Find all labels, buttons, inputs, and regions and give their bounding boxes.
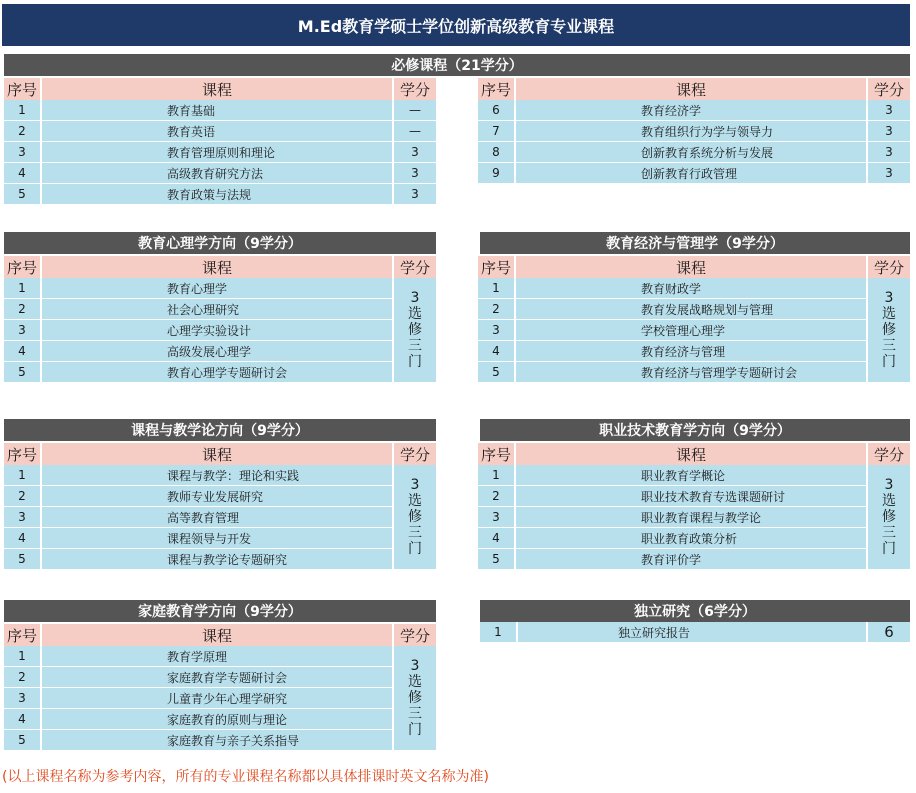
row-course: 高等教育管理 [167,510,240,525]
row-credit: 3 [868,100,910,120]
col-no-header: 序号 [478,256,514,278]
table-row [4,341,436,362]
row-no: 3 [4,142,40,162]
table-row [4,142,436,163]
table-row [4,688,436,709]
row-course: 职业教育课程与教学论 [641,510,762,525]
table-row [478,320,910,341]
row-no: 1 [4,465,40,485]
row-course: 教育组织行为学与领导力 [641,124,774,139]
row-course: 课程领导与开发 [167,531,252,546]
table-row [4,465,436,486]
row-course: 教育发展战略规划与管理 [641,302,774,317]
row-course: 教育学原理 [167,649,228,664]
table-row [478,100,910,121]
credit-note: 3 选 修 三 门 [394,278,436,382]
table-row [478,528,910,549]
table-row [4,667,436,688]
col-no-header: 序号 [4,443,40,465]
table-row [4,163,436,184]
row-no: 2 [4,299,40,319]
elective-table-economics [478,256,910,384]
row-course: 教育经济学 [641,103,702,118]
credit-note: 3 选 修 三 门 [868,465,910,569]
row-credit: 6 [868,622,910,642]
row-no: 4 [4,341,40,361]
row-credit: 3 [868,163,910,183]
row-no: 3 [4,320,40,340]
elective-header-vocational: 职业技术教育学方向（9学分） [480,419,910,441]
row-no: 1 [480,622,516,642]
table-row [478,486,910,507]
table-row [4,100,436,121]
row-course: 职业教育政策分析 [641,531,738,546]
table-row [478,507,910,528]
row-no: 5 [478,362,514,382]
table-row [478,142,910,163]
table-row [4,121,436,142]
table-row [478,121,910,142]
table-row [478,549,910,570]
col-course-header: 课程 [42,443,392,465]
row-course: 心理学实验设计 [167,323,252,338]
elective-header-economics: 教育经济与管理学（9学分） [480,232,910,254]
table-row [4,320,436,341]
row-no: 3 [4,507,40,527]
row-course: 家庭教育的原则与理论 [167,712,288,727]
row-no: 2 [478,299,514,319]
required-left-table [4,78,436,206]
elective-table-psychology [4,256,436,384]
col-course-header: 课程 [516,256,866,278]
row-no: 2 [4,121,40,141]
row-course: 教育心理学 [167,281,228,296]
required-section-header: 必修课程（21学分） [4,54,910,76]
row-no: 6 [478,100,514,120]
row-credit: 3 [394,163,436,183]
col-no-header: 序号 [478,443,514,465]
row-course: 教育英语 [167,124,216,139]
row-course: 课程与教学论专题研究 [167,552,288,567]
row-no: 2 [4,667,40,687]
row-course: 教育经济与管理 [641,344,726,359]
row-course: 儿童青少年心理学研究 [167,691,288,706]
row-course: 创新教育系统分析与发展 [641,145,774,160]
row-course: 学校管理心理学 [641,323,726,338]
row-no: 2 [478,486,514,506]
row-course: 教育财政学 [641,281,702,296]
row-no: 8 [478,142,514,162]
row-credit: — [394,121,436,141]
col-no-header: 序号 [4,78,40,100]
row-course: 家庭教育学专题研讨会 [167,670,288,685]
table-row [4,549,436,570]
col-credit-header: 学分 [868,78,910,100]
row-no: 5 [478,549,514,569]
col-credit-header: 学分 [394,624,436,646]
independent-table [480,622,910,644]
table-row [4,709,436,730]
col-credit-header: 学分 [394,443,436,465]
col-course-header: 课程 [516,78,866,100]
row-no: 4 [478,341,514,361]
table-row [4,486,436,507]
row-course: 高级发展心理学 [167,344,252,359]
credit-note: 3 选 修 三 门 [394,646,436,750]
table-row [4,278,436,299]
table-row [4,507,436,528]
table-row [480,622,910,643]
required-right-table [478,78,910,188]
page-title: M.Ed教育学硕士学位创新高级教育专业课程 [2,4,910,46]
row-course: 教育政策与法规 [167,187,252,202]
row-no: 4 [4,528,40,548]
table-row [4,646,436,667]
row-no: 1 [478,278,514,298]
row-no: 5 [4,730,40,750]
row-no: 1 [4,646,40,666]
table-row [478,278,910,299]
col-no-header: 序号 [4,624,40,646]
col-credit-header: 学分 [394,78,436,100]
row-course: 职业教育学概论 [641,468,726,483]
credit-note: 3 选 修 三 门 [394,465,436,569]
elective-table-vocational [478,443,910,571]
col-course-header: 课程 [516,443,866,465]
table-row [4,730,436,751]
row-no: 1 [4,278,40,298]
row-no: 4 [4,163,40,183]
col-no-header: 序号 [478,78,514,100]
col-course-header: 课程 [42,624,392,646]
table-row [478,299,910,320]
table-row [478,341,910,362]
row-course: 创新教育行政管理 [641,166,738,181]
row-no: 4 [4,709,40,729]
row-course: 高级教育研究方法 [167,166,264,181]
table-row [478,465,910,486]
table-row [478,163,910,184]
row-course: 职业技术教育专选课题研讨 [641,489,786,504]
elective-header-curriculum: 课程与教学论方向（9学分） [4,419,436,441]
row-no: 2 [4,486,40,506]
independent-header: 独立研究（6学分） [480,600,910,622]
row-no: 5 [4,549,40,569]
row-course: 教育评价学 [641,552,702,567]
table-row [4,528,436,549]
row-credit: 3 [394,142,436,162]
row-no: 9 [478,163,514,183]
row-course: 教育基础 [167,103,216,118]
row-no: 7 [478,121,514,141]
row-course: 课程与教学：理论和实践 [167,468,300,483]
col-credit-header: 学分 [868,256,910,278]
row-course: 独立研究报告 [618,625,691,640]
row-course: 教育管理原则和理论 [167,145,276,160]
row-no: 3 [478,507,514,527]
elective-header-psychology: 教育心理学方向（9学分） [4,232,436,254]
row-no: 1 [478,465,514,485]
elective-header-family: 家庭教育学方向（9学分） [4,600,436,622]
col-no-header: 序号 [4,256,40,278]
row-course: 教育经济与管理学专题研讨会 [641,365,798,380]
elective-table-family [4,624,436,752]
row-no: 5 [4,184,40,204]
col-course-header: 课程 [42,78,392,100]
footnote: (以上课程名称为参考内容，所有的专业课程名称都以具体排课时英文名称为准) [2,769,489,785]
col-credit-header: 学分 [394,256,436,278]
table-row [4,184,436,205]
table-row [4,362,436,383]
row-credit: 3 [394,184,436,204]
row-course: 家庭教育与亲子关系指导 [167,733,300,748]
credit-note: 3 选 修 三 门 [868,278,910,382]
row-no: 1 [4,100,40,120]
col-course-header: 课程 [42,256,392,278]
row-course: 社会心理研究 [167,302,240,317]
row-credit: 3 [868,121,910,141]
row-no: 5 [4,362,40,382]
row-credit: 3 [868,142,910,162]
row-course: 教育心理学专题研讨会 [167,365,288,380]
table-row [478,362,910,383]
row-no: 4 [478,528,514,548]
row-no: 3 [4,688,40,708]
elective-table-curriculum [4,443,436,571]
row-credit: — [394,100,436,120]
table-row [4,299,436,320]
row-no: 3 [478,320,514,340]
row-course: 教师专业发展研究 [167,489,264,504]
col-credit-header: 学分 [868,443,910,465]
